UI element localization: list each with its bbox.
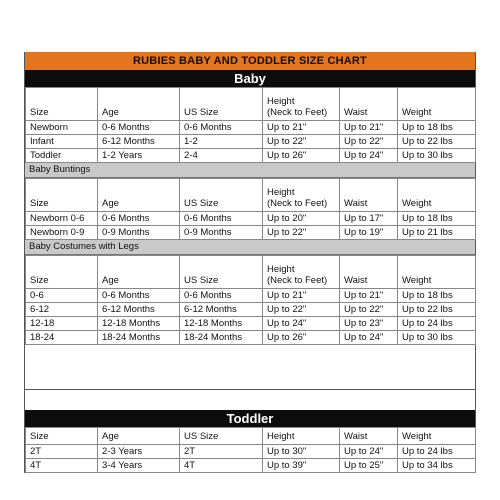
table-row — [26, 212, 476, 226]
cell-us-size: 2-4 — [180, 149, 263, 163]
cell-weight: Up to 30 lbs — [398, 149, 476, 163]
cell-age: 0-6 Months — [98, 212, 180, 226]
cell-us-size: 0-6 Months — [180, 212, 263, 226]
cell-height: Up to 39" — [263, 459, 340, 473]
cell-height: Up to 21" — [263, 289, 340, 303]
cell-waist: Up to 24" — [340, 149, 398, 163]
header-size: Size — [26, 256, 98, 289]
header-age: Age — [98, 428, 180, 445]
cell-us-size: 0-6 Months — [180, 289, 263, 303]
cell-height: Up to 22" — [263, 303, 340, 317]
baby-costumes-legs-table — [25, 255, 476, 345]
baby-buntings-table — [25, 178, 476, 240]
table-row — [26, 149, 476, 163]
table-row — [26, 445, 476, 459]
header-age: Age — [98, 88, 180, 121]
cell-us-size: 0-6 Months — [180, 121, 263, 135]
cell-waist: Up to 19" — [340, 226, 398, 240]
cell-height: Up to 22" — [263, 226, 340, 240]
cell-size: 0-6 — [26, 289, 98, 303]
cell-size: Newborn 0-9 — [26, 226, 98, 240]
cell-weight: Up to 21 lbs — [398, 226, 476, 240]
cell-weight: Up to 24 lbs — [398, 317, 476, 331]
baby-buntings-heading: Baby Buntings — [25, 163, 475, 178]
table-row — [26, 459, 476, 473]
cell-us-size: 2T — [180, 445, 263, 459]
header-height: Height (Neck to Feet) — [263, 179, 340, 212]
chart-title: RUBIES BABY AND TODDLER SIZE CHART — [25, 52, 475, 70]
cell-height: Up to 26" — [263, 149, 340, 163]
cell-size: 12-18 — [26, 317, 98, 331]
cell-us-size: 4T — [180, 459, 263, 473]
cell-waist: Up to 22" — [340, 135, 398, 149]
cell-size: Infant — [26, 135, 98, 149]
header-size: Size — [26, 428, 98, 445]
cell-size: 2T — [26, 445, 98, 459]
cell-height: Up to 22" — [263, 135, 340, 149]
cell-age: 0-9 Months — [98, 226, 180, 240]
header-us-size: US Size — [180, 88, 263, 121]
cell-weight: Up to 18 lbs — [398, 212, 476, 226]
cell-weight: Up to 34 lbs — [398, 459, 476, 473]
table-row — [26, 226, 476, 240]
header-age: Age — [98, 256, 180, 289]
header-height: Height (Neck to Feet) — [263, 256, 340, 289]
cell-us-size: 0-9 Months — [180, 226, 263, 240]
header-row — [26, 256, 476, 289]
cell-waist: Up to 21" — [340, 289, 398, 303]
cell-weight: Up to 18 lbs — [398, 289, 476, 303]
header-us-size: US Size — [180, 179, 263, 212]
cell-weight: Up to 30 lbs — [398, 331, 476, 345]
table-row — [26, 121, 476, 135]
cell-size: Newborn 0-6 — [26, 212, 98, 226]
cell-waist: Up to 17" — [340, 212, 398, 226]
cell-us-size: 18-24 Months — [180, 331, 263, 345]
header-us-size: US Size — [180, 256, 263, 289]
cell-weight: Up to 22 lbs — [398, 303, 476, 317]
header-row — [26, 179, 476, 212]
cell-waist: Up to 23" — [340, 317, 398, 331]
cell-waist: Up to 24" — [340, 331, 398, 345]
spacer-gap — [25, 390, 475, 410]
cell-height: Up to 24" — [263, 317, 340, 331]
cell-us-size: 6-12 Months — [180, 303, 263, 317]
header-waist: Waist — [340, 179, 398, 212]
header-height: Height — [263, 428, 340, 445]
cell-age: 12-18 Months — [98, 317, 180, 331]
cell-size: 4T — [26, 459, 98, 473]
cell-height: Up to 20" — [263, 212, 340, 226]
cell-height: Up to 30" — [263, 445, 340, 459]
cell-size: Toddler — [26, 149, 98, 163]
header-row — [26, 428, 476, 445]
header-waist: Waist — [340, 256, 398, 289]
cell-weight: Up to 24 lbs — [398, 445, 476, 459]
cell-weight: Up to 22 lbs — [398, 135, 476, 149]
cell-age: 1-2 Years — [98, 149, 180, 163]
header-size: Size — [26, 88, 98, 121]
cell-waist: Up to 24" — [340, 445, 398, 459]
table-row — [26, 331, 476, 345]
header-waist: Waist — [340, 428, 398, 445]
cell-age: 2-3 Years — [98, 445, 180, 459]
table-row — [26, 317, 476, 331]
cell-age: 6-12 Months — [98, 135, 180, 149]
cell-age: 0-6 Months — [98, 121, 180, 135]
toddler-table — [25, 427, 476, 473]
header-weight: Weight — [398, 88, 476, 121]
cell-us-size: 1-2 — [180, 135, 263, 149]
header-row — [26, 88, 476, 121]
cell-height: Up to 26" — [263, 331, 340, 345]
cell-height: Up to 21" — [263, 121, 340, 135]
section-toddler-heading: Toddler — [25, 410, 475, 427]
cell-size: 6-12 — [26, 303, 98, 317]
header-weight: Weight — [398, 428, 476, 445]
cell-size: 18-24 — [26, 331, 98, 345]
baby-costumes-legs-heading: Baby Costumes with Legs — [25, 240, 475, 255]
cell-waist: Up to 25" — [340, 459, 398, 473]
size-chart — [24, 52, 476, 473]
cell-size: Newborn — [26, 121, 98, 135]
cell-weight: Up to 18 lbs — [398, 121, 476, 135]
table-row — [26, 289, 476, 303]
spacer — [25, 345, 475, 390]
section-baby-heading: Baby — [25, 70, 475, 87]
header-size: Size — [26, 179, 98, 212]
cell-age: 3-4 Years — [98, 459, 180, 473]
cell-waist: Up to 21" — [340, 121, 398, 135]
header-us-size: US Size — [180, 428, 263, 445]
table-row — [26, 303, 476, 317]
table-row — [26, 135, 476, 149]
cell-age: 6-12 Months — [98, 303, 180, 317]
cell-age: 0-6 Months — [98, 289, 180, 303]
header-weight: Weight — [398, 179, 476, 212]
baby-table — [25, 87, 476, 163]
header-height: Height (Neck to Feet) — [263, 88, 340, 121]
cell-waist: Up to 22" — [340, 303, 398, 317]
cell-age: 18-24 Months — [98, 331, 180, 345]
header-weight: Weight — [398, 256, 476, 289]
header-waist: Waist — [340, 88, 398, 121]
cell-us-size: 12-18 Months — [180, 317, 263, 331]
header-age: Age — [98, 179, 180, 212]
